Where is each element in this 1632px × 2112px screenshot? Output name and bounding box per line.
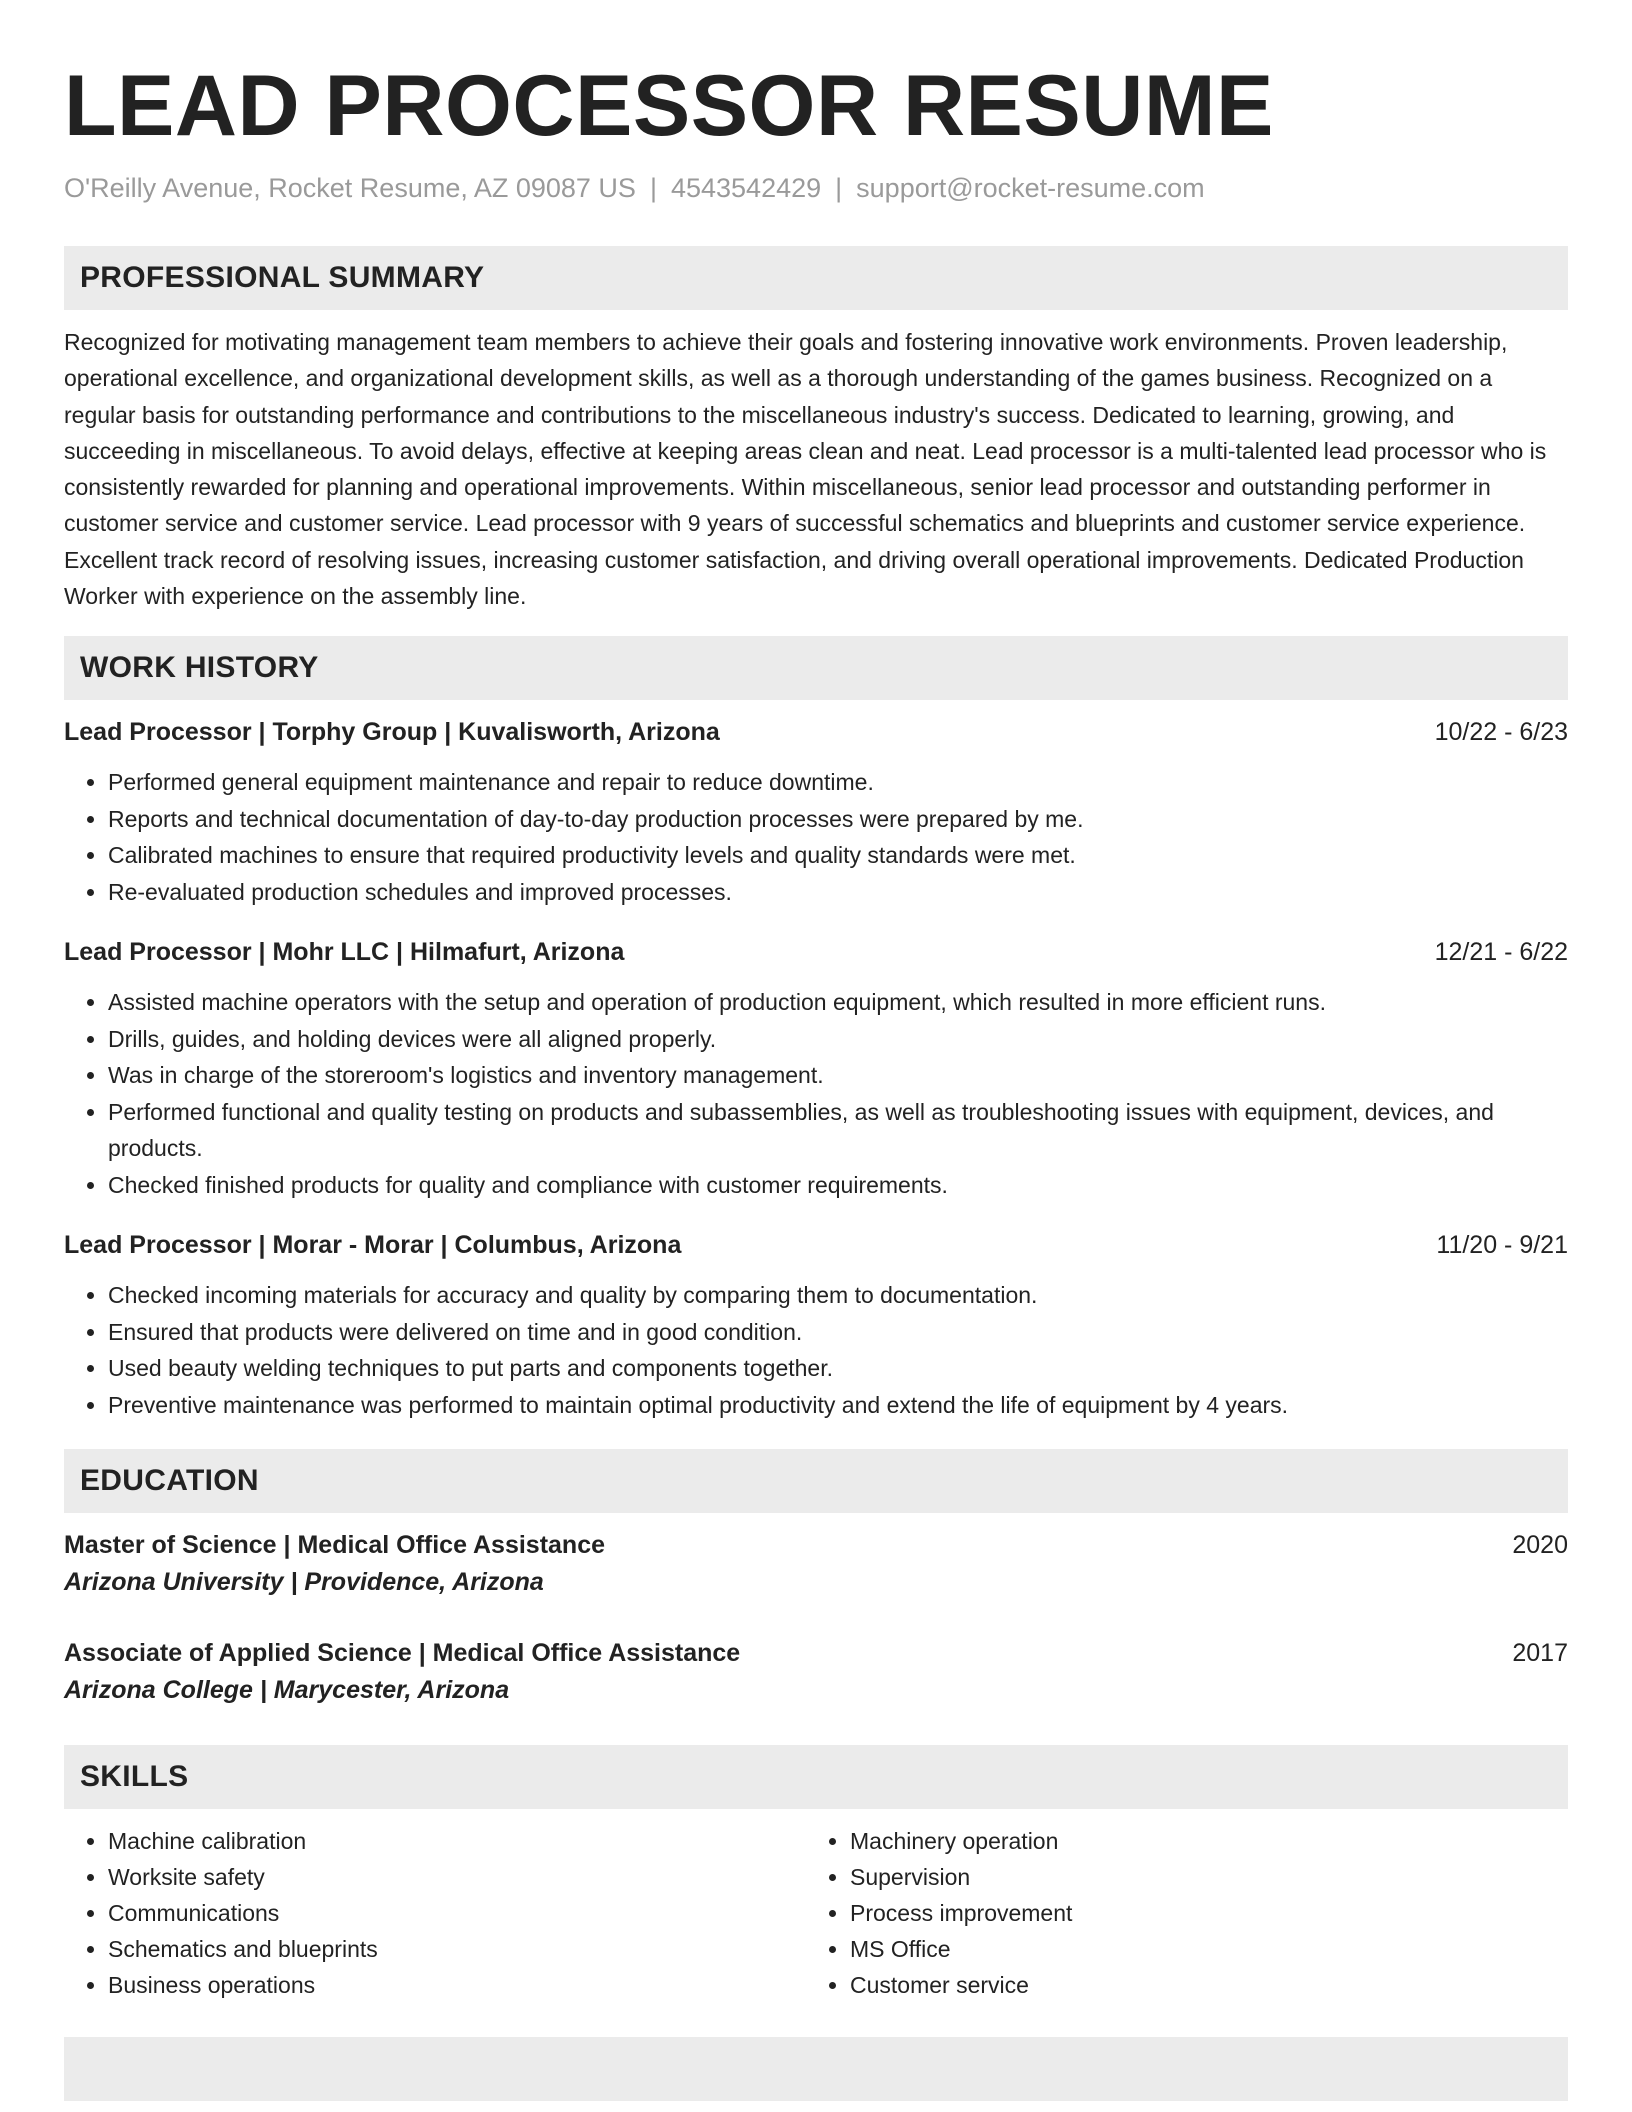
section-header-skills [64, 1745, 1568, 1809]
job-title: Lead Processor | Torphy Group | Kuvalisworth, Arizona [64, 718, 720, 747]
job-bullets [64, 984, 1568, 1203]
contact-email: support@rocket-resume.com [856, 173, 1205, 203]
education-degree: Master of Science | Medical Office Assistance [64, 1531, 606, 1560]
list-item: • Assisted machine operators with the setup and operation of production equipment, which resulted in more efficient runs. [108, 984, 1568, 1021]
skill-item: • Machine calibration [108, 1823, 806, 1859]
skills-column-right [806, 1823, 1548, 2003]
skill-item: • Worksite safety [108, 1859, 806, 1895]
education-year: 2020 [1512, 1531, 1568, 1560]
summary-paragraph: Recognized for motivating management team members to achieve their goals and fostering innovative work environments. Proven leadership, operational excellence, and organizational development skills, as well as a thorough understanding of the games business. Recognized on a regular basis for outstanding performance and contributions to the miscellaneous industry's success. Dedicated to learning, growing, and succeeding in miscellaneous. To avoid delays, effective at keeping areas clean and neat. Lead processor is a multi-talented lead processor who is consistently rewarded for planning and operational improvements. Within miscellaneous, senior lead processor and outstanding performer in customer service and customer service. Lead processor with 9 years of successful schematics and blueprints and customer service experience. Excellent track record of resolving issues, increasing customer satisfaction, and driving overall operational improvements. Dedicated Production Worker with experience on the assembly line. [64, 329, 1547, 610]
skill-item: • MS Office [850, 1931, 1548, 1967]
section-header-education [64, 1449, 1568, 1513]
list-item: • Drills, guides, and holding devices were all aligned properly. [108, 1021, 1568, 1058]
contact-phone: 4543542429 [670, 173, 822, 203]
job-dates: 12/21 - 6/22 [1434, 938, 1568, 967]
list-item: • Preventive maintenance was performed to maintain optimal productivity and extend the life of equipment by 4 years. [108, 1387, 1568, 1424]
education-school: Arizona University | Providence, Arizona [64, 1568, 544, 1597]
job-header [64, 714, 1568, 750]
resume-title: LEAD PROCESSOR RESUME [64, 58, 1274, 154]
education-year: 2017 [1512, 1639, 1568, 1668]
section-heading: WORK HISTORY [80, 651, 319, 685]
resume-page [64, 0, 1568, 2101]
skill-item: • Customer service [850, 1967, 1548, 2003]
job-title: Lead Processor | Morar - Morar | Columbus, Arizona [64, 1231, 682, 1260]
job-entry [64, 934, 1568, 1203]
section-heading: EDUCATION [80, 1464, 259, 1498]
skill-item: • Machinery operation [850, 1823, 1548, 1859]
job-header [64, 934, 1568, 970]
section-heading: PROFESSIONAL SUMMARY [80, 261, 485, 294]
list-item: • Ensured that products were delivered on time and in good condition. [108, 1314, 1568, 1351]
skills-column-left [64, 1823, 806, 2003]
list-item: • Used beauty welding techniques to put parts and components together. [108, 1350, 1568, 1387]
job-title: Lead Processor | Mohr LLC | Hilmafurt, Arizona [64, 938, 625, 967]
list-item: • Performed general equipment maintenance and repair to reduce downtime. [108, 764, 1568, 801]
contact-line [64, 170, 1568, 206]
job-entry [64, 1227, 1568, 1423]
education-entry [64, 1635, 1568, 1709]
list-item: • Checked incoming materials for accuracy and quality by comparing them to documentation. [108, 1277, 1568, 1314]
job-header [64, 1227, 1568, 1263]
section-heading: SKILLS [80, 1760, 189, 1794]
list-item: • Reports and technical documentation of day-to-day production processes were prepared by me. [108, 801, 1568, 838]
education-degree: Associate of Applied Science | Medical Office Assistance [64, 1639, 741, 1668]
skill-item: • Communications [108, 1895, 806, 1931]
skill-item: • Supervision [850, 1859, 1548, 1895]
list-item: • Calibrated machines to ensure that required productivity levels and quality standards were met. [108, 837, 1568, 874]
education-school: Arizona College | Marycester, Arizona [64, 1676, 510, 1705]
job-entry [64, 714, 1568, 910]
skill-item: • Process improvement [850, 1895, 1548, 1931]
skill-item: • Business operations [108, 1967, 806, 2003]
section-header-next [64, 2037, 1568, 2101]
education-header [64, 1527, 1568, 1563]
job-bullets [64, 764, 1568, 910]
education-entry [64, 1527, 1568, 1601]
contact-address: O'Reilly Avenue, Rocket Resume, AZ 09087 US [64, 173, 636, 203]
list-item: • Checked finished products for quality and compliance with customer requirements. [108, 1167, 1568, 1204]
contact-separator: | [649, 173, 657, 203]
contact-separator: | [835, 173, 843, 203]
section-header-work-history [64, 636, 1568, 700]
list-item: • Performed functional and quality testing on products and subassemblies, as well as troubleshooting issues with equipment, devices, and products. [108, 1094, 1568, 1167]
section-header-summary [64, 246, 1568, 310]
education-header [64, 1635, 1568, 1671]
job-bullets [64, 1277, 1568, 1423]
job-dates: 11/20 - 9/21 [1436, 1231, 1568, 1260]
job-dates: 10/22 - 6/23 [1434, 718, 1568, 747]
skills-grid [64, 1823, 1568, 2003]
skill-item: • Schematics and blueprints [108, 1931, 806, 1967]
list-item: • Was in charge of the storeroom's logistics and inventory management. [108, 1057, 1568, 1094]
list-item: • Re-evaluated production schedules and improved processes. [108, 874, 1568, 911]
